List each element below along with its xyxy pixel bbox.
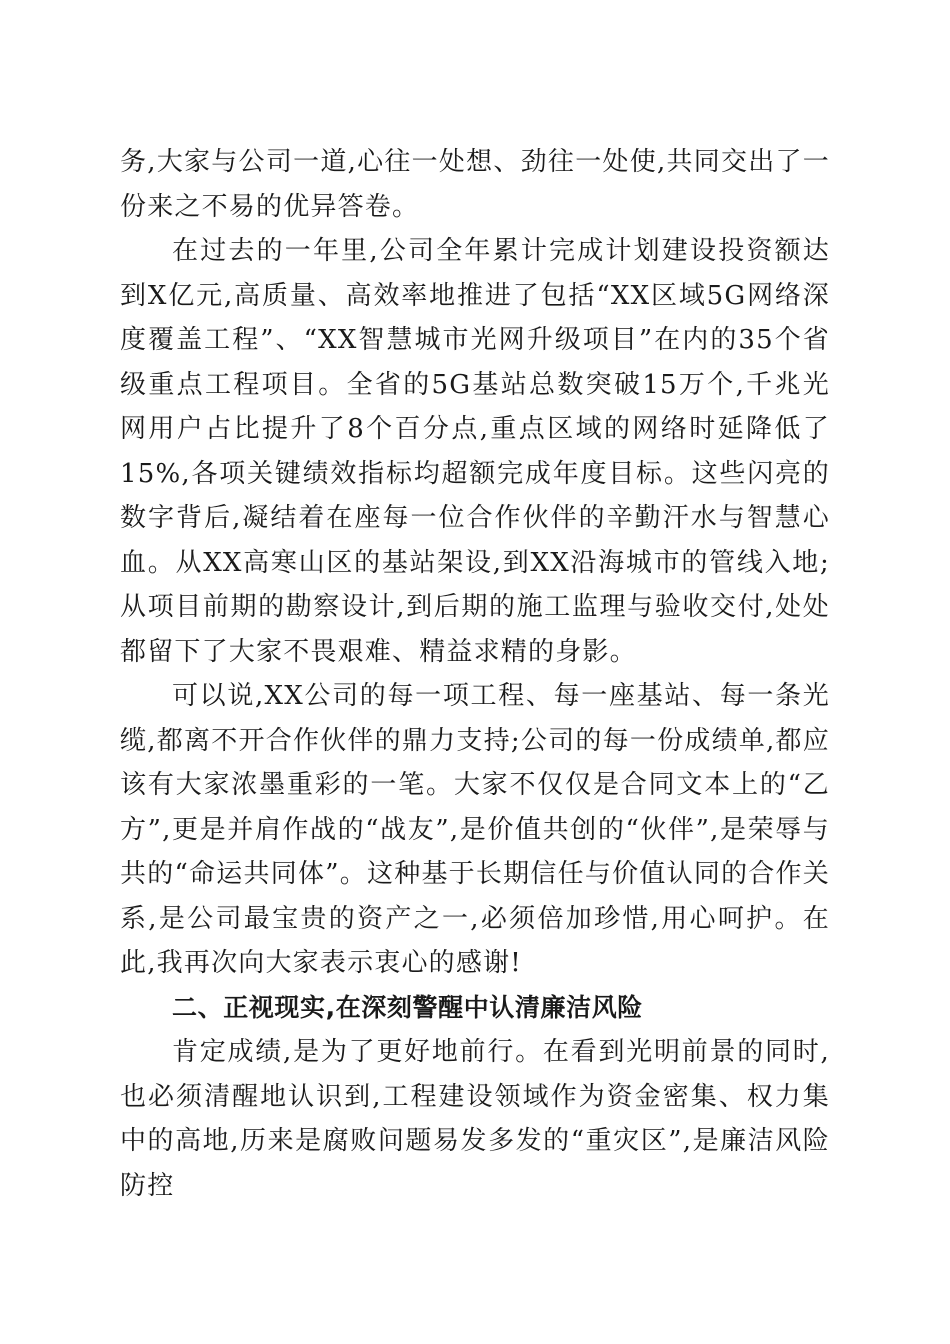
- section-heading: 二、正视现实,在深刻警醒中认清廉洁风险: [172, 992, 643, 1022]
- paragraph-partnership: 可以说,XX公司的每一项工程、每一座基站、每一条光缆,都离不开合作伙伴的鼎力支持;公司的每一份成绩单,都应该有大家浓墨重彩的一笔。大家不仅仅是合同文本上的“乙方”,更是并肩作战的“战友”,是价值共创的“伙伴”,是荣辱与共的“命运共同体”。这种基于长期信任与价值认同的合作关系,是公司最宝贵的资产之一,必须倍加珍惜,用心呵护。在此,我再次向大家表示衷心的感谢!: [120, 681, 830, 978]
- paragraph-risk-intro: 肯定成绩,是为了更好地前行。在看到光明前景的同时,也必须清醒地认识到,工程建设领域作为资金密集、权力集中的高地,历来是腐败问题易发多发的“重灾区”,是廉洁风险防控: [120, 1037, 830, 1201]
- paragraph-achievements: 在过去的一年里,公司全年累计完成计划建设投资额达到X亿元,高质量、高效率地推进了包括“XX区域5G网络深度覆盖工程”、“XX智慧城市光网升级项目”在内的35个省级重点工程项目。全省的5G基站总数突破15万个,千兆光网用户占比提升了8个百分点,重点区域的网络时延降低了15%,各项关键绩效指标均超额完成年度目标。这些闪亮的数字背后,凝结着在座每一位合作伙伴的辛勤汗水与智慧心血。从XX高寒山区的基站架设,到XX沿海城市的管线入地;从项目前期的勘察设计,到后期的施工监理与验收交付,处处都留下了大家不畏艰难、精益求精的身影。: [120, 236, 830, 667]
- document-page: [120, 140, 830, 1208]
- paragraph-continuation: 务,大家与公司一道,心往一处想、劲往一处使,共同交出了一份来之不易的优异答卷。: [120, 147, 830, 222]
